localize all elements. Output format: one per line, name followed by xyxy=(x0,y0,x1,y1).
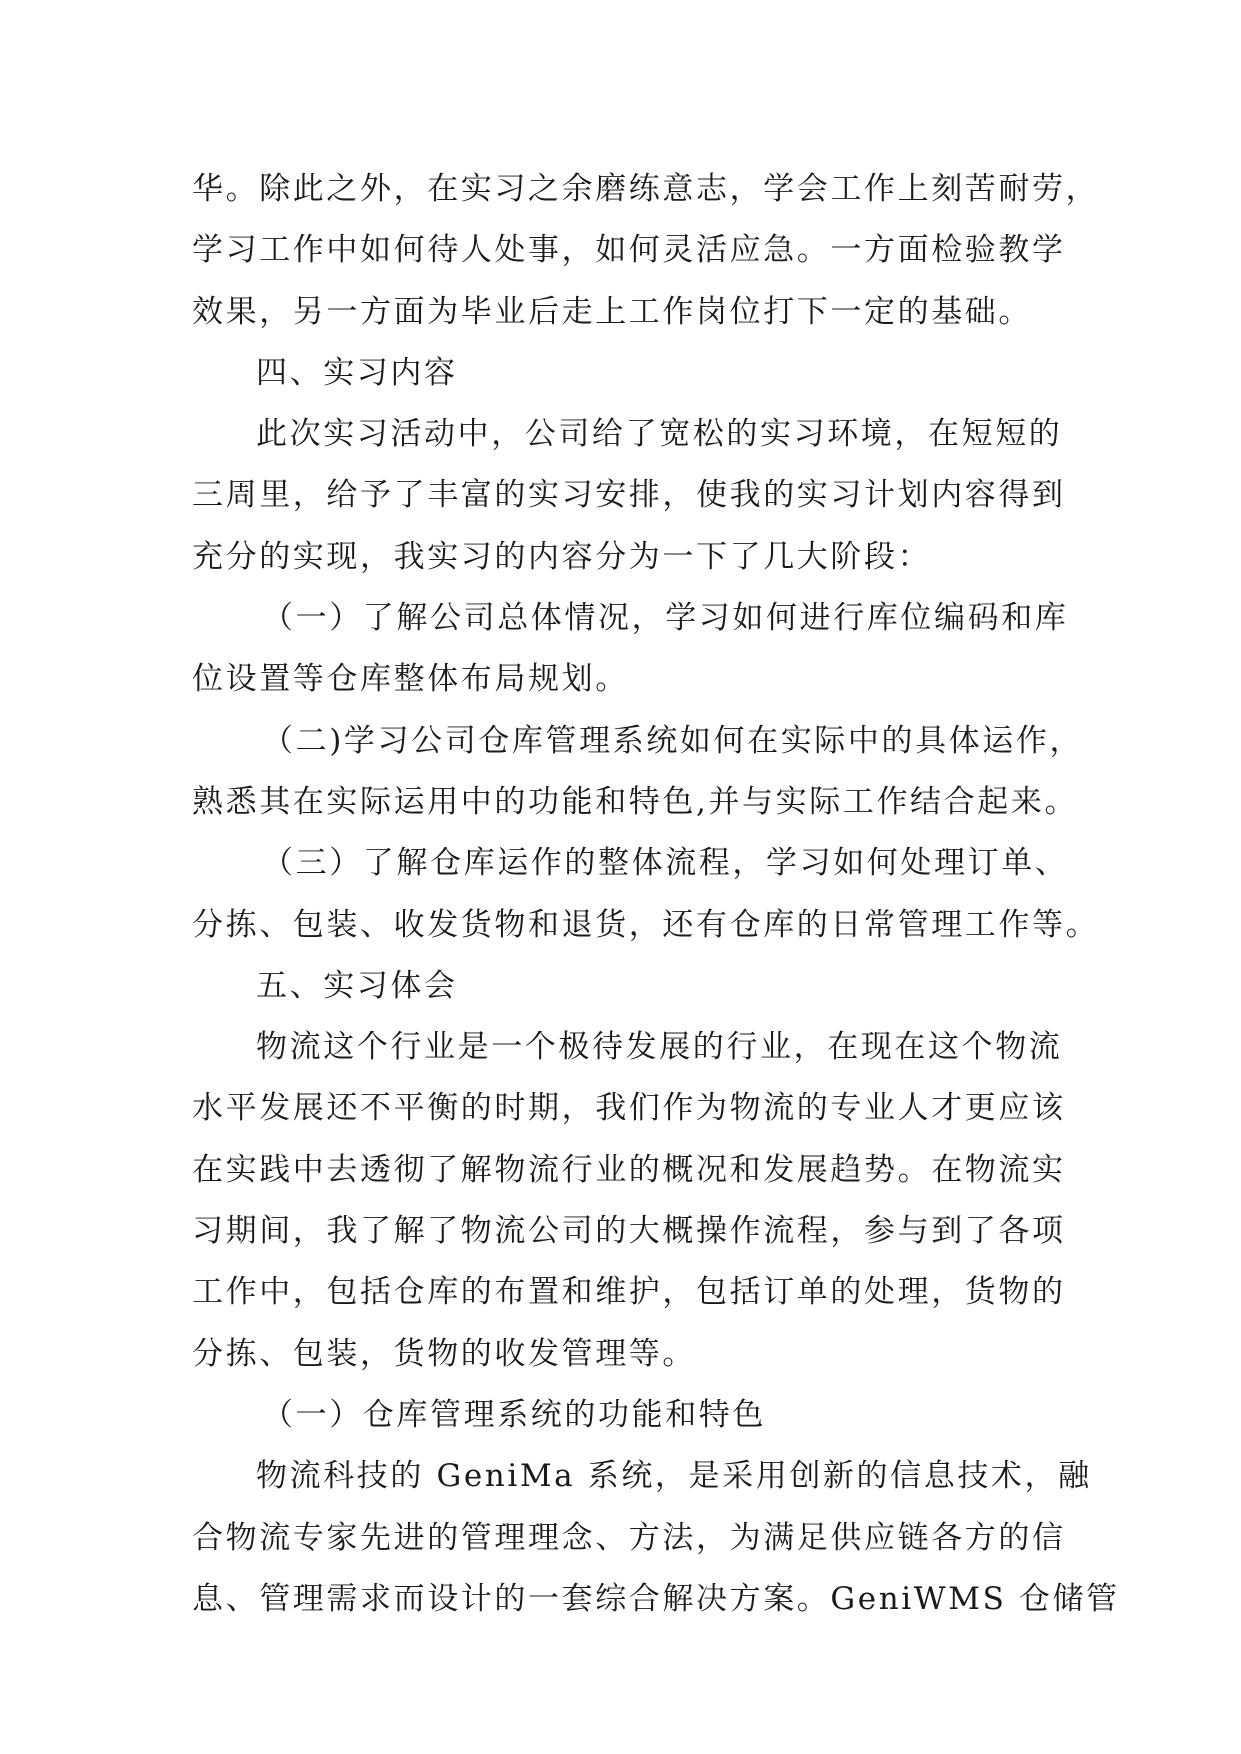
subsection-heading: （一）仓库管理系统的功能和特色 xyxy=(262,1396,766,1433)
text-line: 三周里，给予了丰富的实习安排，使我的实习计划内容得到 xyxy=(192,477,1066,514)
text-line: 充分的实现，我实习的内容分为一下了几大阶段： xyxy=(192,538,932,575)
text-line: 熟悉其在实际运用中的功能和特色,并与实际工作结合起来。 xyxy=(192,783,1079,820)
text-line: 水平发展还不平衡的时期，我们作为物流的专业人才更应该 xyxy=(192,1090,1066,1127)
list-item-3: （三）了解仓库运作的整体流程，学习如何处理订单、 xyxy=(262,845,1069,882)
section-heading-4: 四、实习内容 xyxy=(256,354,458,391)
text-line: 习期间，我了解了物流公司的大概操作流程，参与到了各项 xyxy=(192,1213,1066,1250)
text-line: 分拣、包装、收发货物和退货，还有仓库的日常管理工作等。 xyxy=(192,906,1100,943)
text-line: 效果，另一方面为毕业后走上工作岗位打下一定的基础。 xyxy=(192,293,1032,330)
list-item-2: （二)学习公司仓库管理系统如何在实际中的具体运作， xyxy=(262,722,1084,759)
text-line: 分拣、包装，货物的收发管理等。 xyxy=(192,1335,696,1372)
text-line: 学习工作中如何待人处事，如何灵活应急。一方面检验教学 xyxy=(192,232,1066,269)
list-item-1: （一）了解公司总体情况，学习如何进行库位编码和库 xyxy=(262,600,1069,637)
text-line: 华。除此之外，在实习之余磨练意志，学会工作上刻苦耐劳， xyxy=(192,171,1100,207)
text-line: 位设置等仓库整体布局规划。 xyxy=(192,661,629,698)
text-line: 物流科技的 GeniMa 系统，是采用创新的信息技术，融 xyxy=(256,1458,1092,1495)
text-line: 此次实习活动中，公司给了宽松的实习环境，在短短的 xyxy=(256,416,1063,453)
text-line: 合物流专家先进的管理理念、方法，为满足供应链各方的信 xyxy=(192,1519,1066,1556)
body-text xyxy=(192,159,1120,1630)
text-line: 息、管理需求而设计的一套综合解决方案。GeniWMS 仓储管 xyxy=(192,1580,1120,1617)
text-line: 物流这个行业是一个极待发展的行业，在现在这个物流 xyxy=(256,1029,1063,1066)
text-line: 在实践中去透彻了解物流行业的概况和发展趋势。在物流实 xyxy=(192,1151,1066,1188)
text-line: 工作中，包括仓库的布置和维护，包括订单的处理，货物的 xyxy=(192,1274,1066,1311)
section-heading-5: 五、实习体会 xyxy=(256,967,458,1004)
